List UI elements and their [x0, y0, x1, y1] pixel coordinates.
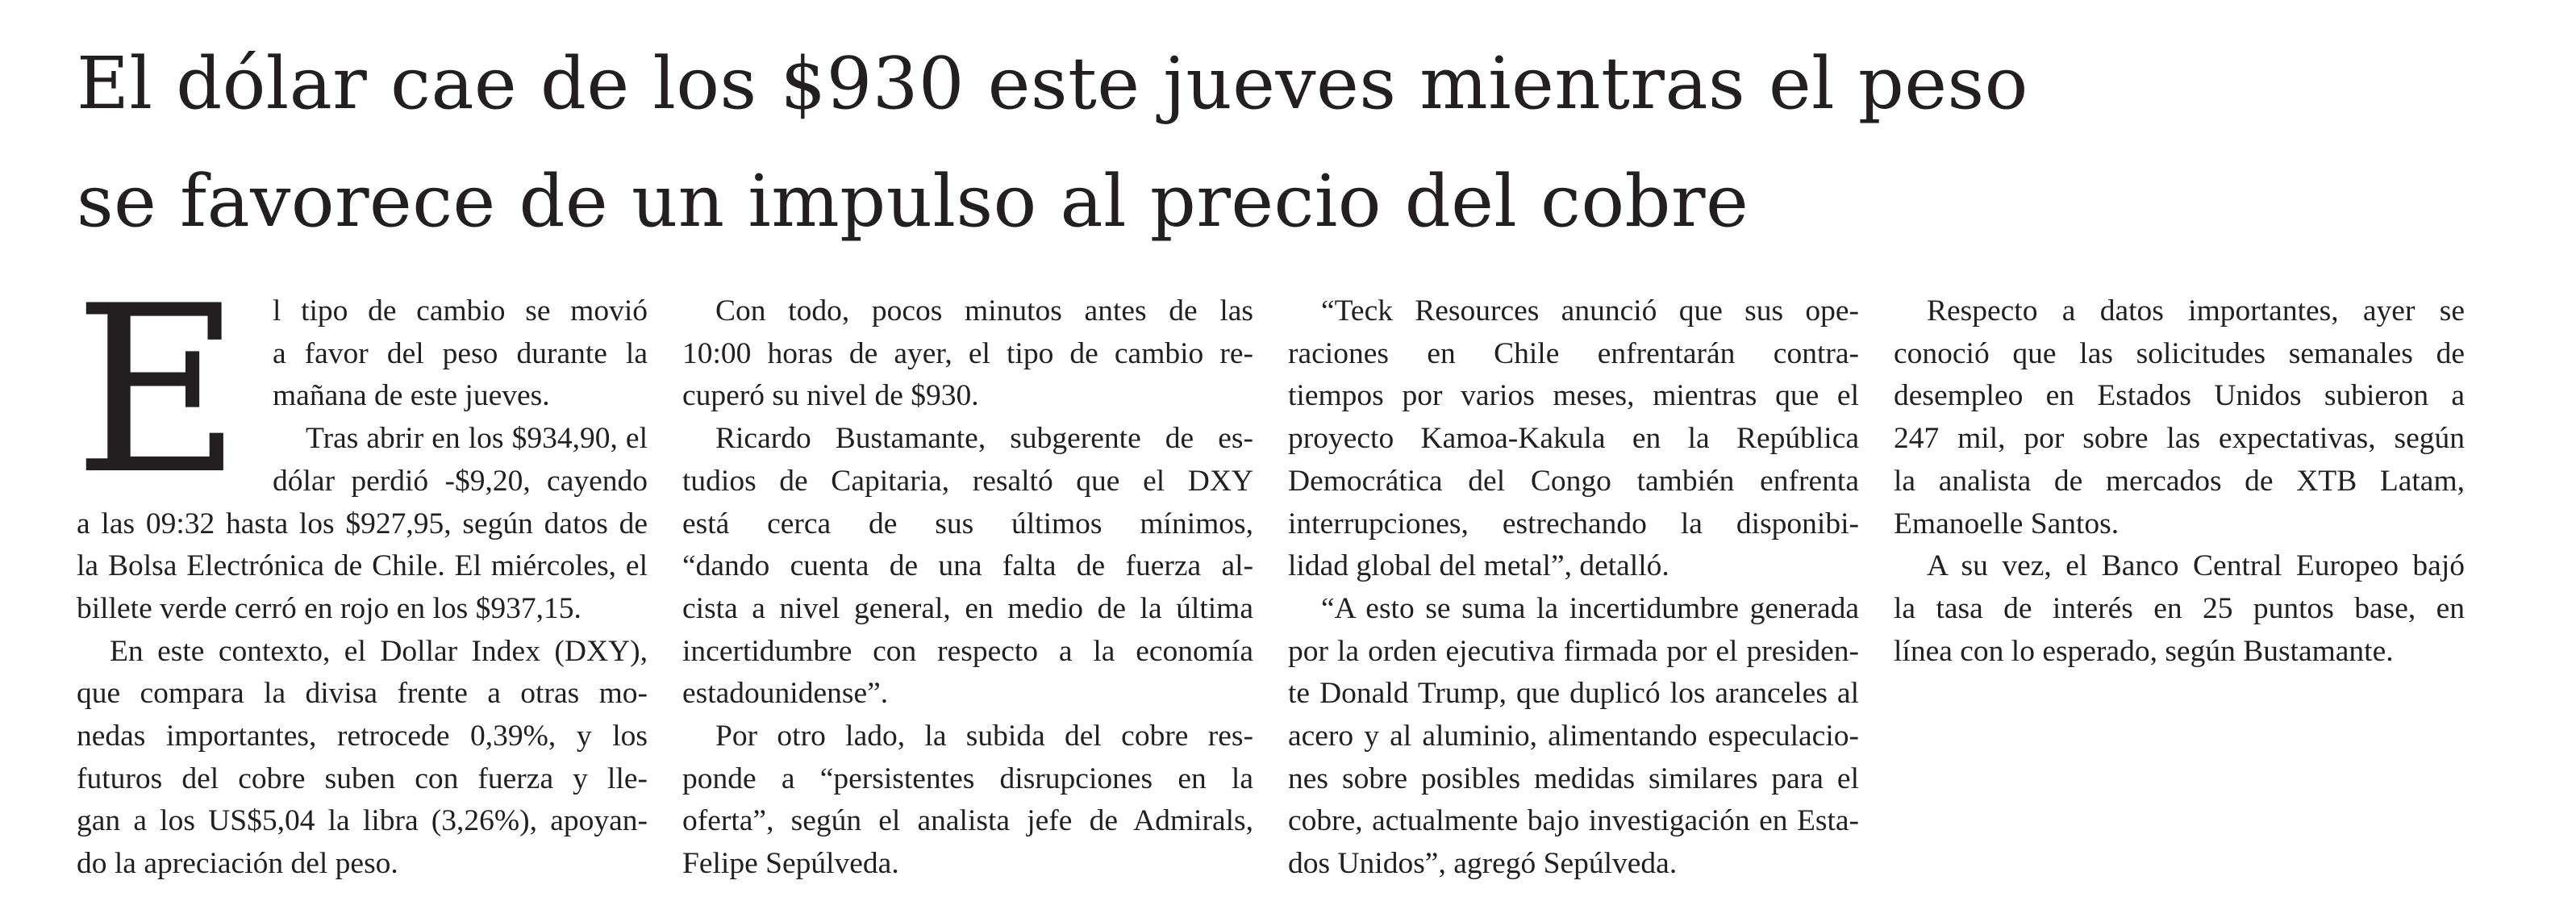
text-line: acero y al aluminio, alimentando especulacio-: [1288, 720, 1859, 753]
text-line: a las 09:32 hasta los $927,95, según datos de: [77, 507, 648, 540]
text-line: En este contexto, el Dollar Index (DXY),: [110, 634, 648, 668]
paragraph: [1288, 588, 1859, 886]
text-line: gan a los US$5,04 la libra (3,26%), apoyan-: [77, 804, 648, 838]
text-line: futuros del cobre suben con fuerza y lle-: [77, 761, 648, 795]
paragraph: [1894, 545, 2465, 673]
text-line: conoció que las solicitudes semanales de: [1894, 336, 2465, 370]
text-line: la Bolsa Electrónica de Chile. El miércoles, el: [77, 549, 648, 583]
text-line: do la apreciación del peso.: [77, 847, 398, 881]
text-line: cobre, actualmente bajo investigación en Esta-: [1288, 804, 1859, 838]
text-line: A su vez, el Banco Central Europeo bajó: [1927, 549, 2465, 583]
text-line: desempleo en Estados Unidos subieron a: [1894, 379, 2465, 413]
text-line: “A esto se suma la incertidumbre generada: [1321, 591, 1859, 625]
text-line: 10:00 horas de ayer, el tipo de cambio re-: [682, 336, 1253, 370]
text-line: cista a nivel general, en medio de la última: [682, 591, 1253, 625]
text-line: por la orden ejecutiva firmada por el presiden-: [1288, 634, 1859, 668]
text-line: “dando cuenta de una falta de fuerza al-: [682, 549, 1253, 583]
paragraph: [682, 418, 1253, 716]
text-line: incertidumbre con respecto a la economía: [682, 634, 1253, 668]
paragraph: [1894, 290, 2465, 545]
headline-line: se favorece de un impulso al precio del cobre: [77, 159, 1749, 243]
paragraph: [682, 290, 1253, 418]
paragraph: [682, 716, 1253, 886]
text-line: proyecto Kamoa-Kakula en la República: [1288, 422, 1859, 456]
text-line: tiempos por varios meses, mientras que el: [1288, 379, 1859, 413]
text-line: nedas importantes, retrocede 0,39%, y los: [77, 720, 648, 753]
text-line: dólar perdió -$9,20, cayendo: [273, 464, 648, 498]
text-line: interrupciones, estrechando la disponibi-: [1288, 507, 1859, 540]
article-column-1: [73, 257, 648, 886]
text-line: a favor del peso durante la: [273, 336, 648, 370]
text-line: Felipe Sepúlveda.: [682, 847, 899, 881]
article-column-4: [1894, 290, 2465, 673]
text-line: Democrática del Congo también enfrenta: [1288, 464, 1859, 498]
drop-cap: E: [73, 257, 242, 525]
text-line: Tras abrir en los $934,90, el: [306, 422, 648, 456]
headline-line: El dólar cae de los $930 este jueves mientras el peso: [77, 41, 2028, 125]
text-line: Por otro lado, la subida del cobre res-: [715, 720, 1253, 753]
text-line: ponde a “persistentes disrupciones en la: [682, 761, 1253, 795]
text-line: Ricardo Bustamante, subgerente de es-: [715, 422, 1253, 456]
text-line: Con todo, pocos minutos antes de las: [715, 294, 1253, 328]
text-line: nes sobre posibles medidas similares para el: [1288, 761, 1859, 795]
text-line: tudios de Capitaria, resaltó que el DXY: [682, 464, 1253, 498]
text-line: oferta”, según el analista jefe de Admirals,: [682, 804, 1253, 838]
text-line: 247 mil, por sobre las expectativas, según: [1894, 422, 2465, 456]
text-line: “Teck Resources anunció que sus ope-: [1321, 294, 1859, 328]
text-line: la analista de mercados de XTB Latam,: [1894, 464, 2465, 498]
text-line: Respecto a datos importantes, ayer se: [1927, 294, 2465, 328]
text-line: línea con lo esperado, según Bustamante.: [1894, 634, 2394, 668]
text-line: mañana de este jueves.: [273, 379, 550, 413]
article-headline: [77, 24, 2528, 260]
text-line: está cerca de sus últimos mínimos,: [682, 507, 1253, 540]
paragraph: [77, 631, 648, 886]
text-line: billete verde cerró en rojo en los $937,15.: [77, 591, 581, 625]
text-line: lidad global del metal”, detalló.: [1288, 549, 1669, 583]
text-line: cuperó su nivel de $930.: [682, 379, 979, 413]
article-column-2: [682, 290, 1253, 886]
text-line: Emanoelle Santos.: [1894, 507, 2120, 540]
paragraph: [1288, 290, 1859, 588]
text-line: l tipo de cambio se movió: [273, 294, 648, 328]
text-line: que compara la divisa frente a otras mo-: [77, 677, 648, 711]
text-line: estadounidense”.: [682, 677, 889, 711]
text-line: te Donald Trump, que duplicó los aranceles al: [1288, 677, 1859, 711]
article-column-3: [1288, 290, 1859, 886]
text-line: la tasa de interés en 25 puntos base, en: [1894, 591, 2465, 625]
text-line: raciones en Chile enfrentarán contra-: [1288, 336, 1859, 370]
text-line: dos Unidos”, agregó Sepúlveda.: [1288, 847, 1678, 881]
